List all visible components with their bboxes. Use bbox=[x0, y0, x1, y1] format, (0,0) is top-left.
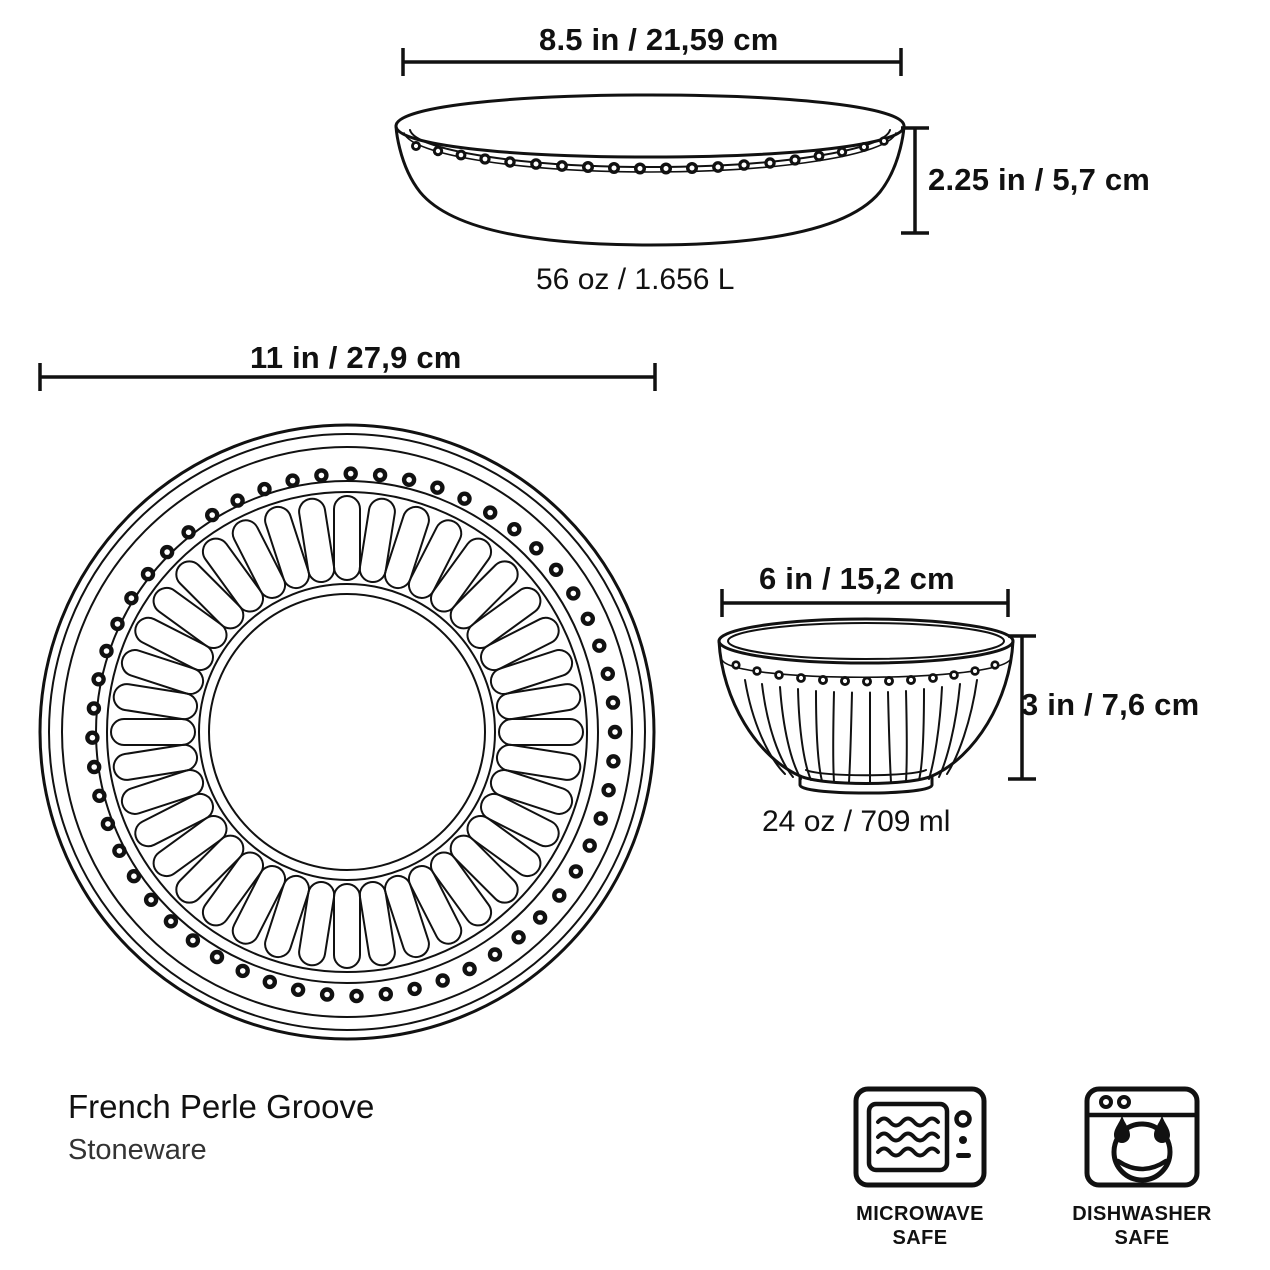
cereal-bowl-width-label: 6 in / 15,2 cm bbox=[759, 561, 955, 596]
badge-dishwasher-caption bbox=[1072, 1202, 1212, 1250]
pasta-bowl-width-label: 8.5 in / 21,59 cm bbox=[539, 22, 779, 57]
product-info bbox=[68, 1086, 374, 1170]
pasta-bowl-height-dimension bbox=[901, 128, 929, 233]
dinner-plate-bead-ring bbox=[85, 466, 622, 1003]
microwave-icon bbox=[852, 1085, 988, 1189]
badge-dishwasher-safe bbox=[1067, 1085, 1217, 1250]
dinner-plate-groove-ring bbox=[111, 496, 583, 968]
badge-dishwasher-line1: DISHWASHER bbox=[1072, 1203, 1212, 1225]
badge-dishwasher-line2: SAFE bbox=[1114, 1227, 1170, 1249]
product-material: Stoneware bbox=[68, 1134, 207, 1167]
badge-microwave-caption bbox=[856, 1202, 984, 1250]
care-badges bbox=[845, 1085, 1217, 1250]
product-name: French Perle Groove bbox=[68, 1088, 375, 1125]
cereal-bowl-capacity-label: 24 oz / 709 ml bbox=[762, 805, 951, 838]
cereal-bowl-flutes bbox=[745, 680, 977, 782]
pasta-bowl-height-label: 2.25 in / 5,7 cm bbox=[928, 162, 1151, 197]
cereal-bowl-height-label: 3 in / 7,6 cm bbox=[1021, 687, 1200, 722]
badge-microwave-line2: SAFE bbox=[892, 1227, 948, 1249]
dinner-plate-drawing bbox=[40, 363, 655, 1039]
dinner-plate-width-label: 11 in / 27,9 cm bbox=[250, 340, 462, 375]
dishwasher-icon bbox=[1082, 1085, 1202, 1189]
badge-microwave-line1: MICROWAVE bbox=[856, 1203, 984, 1225]
pasta-bowl-drawing bbox=[396, 48, 929, 245]
pasta-bowl-capacity-label: 56 oz / 1.656 L bbox=[536, 263, 735, 296]
cereal-bowl-drawing bbox=[719, 589, 1036, 793]
badge-microwave-safe bbox=[845, 1085, 995, 1250]
